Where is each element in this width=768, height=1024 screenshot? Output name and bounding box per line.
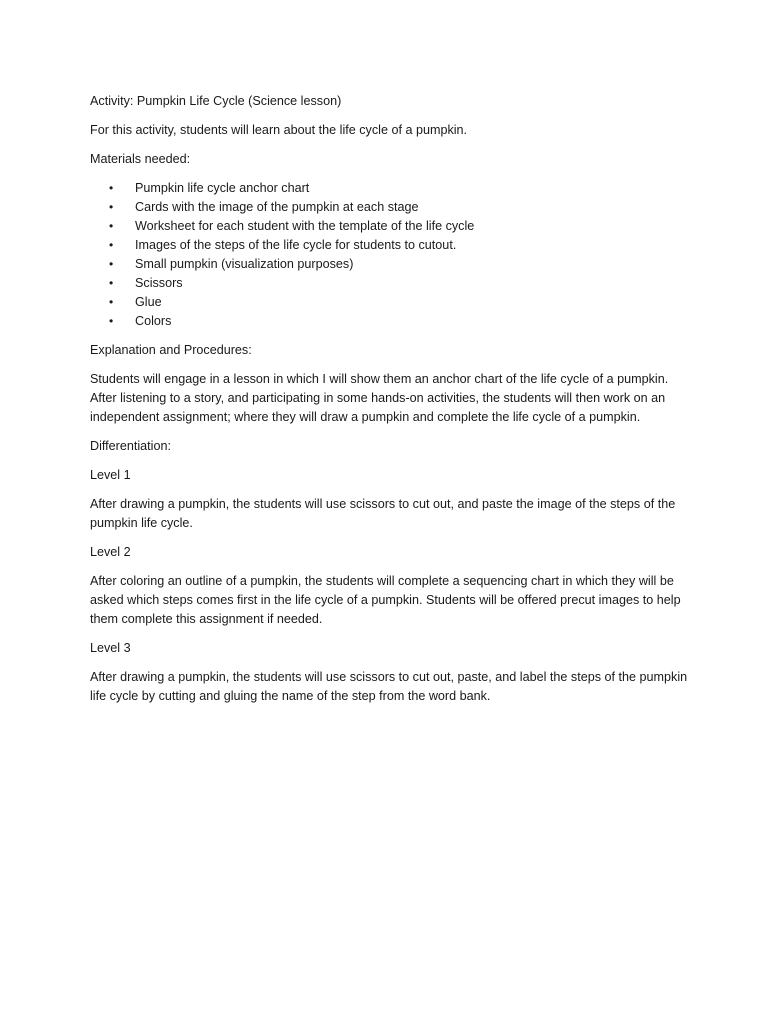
list-item — [90, 179, 690, 198]
bullet-icon: • — [109, 276, 114, 290]
list-item-text: Pumpkin life cycle anchor chart — [135, 181, 310, 195]
materials-heading: Materials needed: — [90, 152, 191, 166]
activity-title: Activity: Pumpkin Life Cycle (Science lesson) — [90, 94, 342, 108]
bullet-icon: • — [109, 219, 114, 233]
materials-list — [90, 179, 690, 331]
bullet-icon: • — [109, 181, 114, 195]
level-1-text: After drawing a pumpkin, the students will use scissors to cut out, and paste the image of the steps of the pumpkin life cycle. — [90, 497, 676, 530]
list-item-text: Glue — [135, 295, 162, 309]
level-3-label: Level 3 — [90, 641, 131, 655]
list-item — [90, 198, 690, 217]
document-page — [90, 92, 690, 716]
level-3-text: After drawing a pumpkin, the students will use scissors to cut out, paste, and label the steps of the pumpkin life cycle by cutting and gluing the name of the step from the word bank. — [90, 670, 688, 703]
list-item-text: Worksheet for each student with the template of the life cycle — [135, 219, 475, 233]
differentiation-heading: Differentiation: — [90, 439, 171, 453]
level-2-label: Level 2 — [90, 545, 131, 559]
list-item-text: Cards with the image of the pumpkin at each stage — [135, 200, 419, 214]
level-2-text: After coloring an outline of a pumpkin, the students will complete a sequencing chart in which they will be asked which steps comes first in the life cycle of a pumpkin. Students will be offered precut images to help them complete this assignment if needed. — [90, 574, 681, 626]
list-item-text: Images of the steps of the life cycle for students to cutout. — [135, 238, 457, 252]
list-item — [90, 217, 690, 236]
list-item — [90, 312, 690, 331]
explanation-heading: Explanation and Procedures: — [90, 343, 252, 357]
bullet-icon: • — [109, 257, 114, 271]
bullet-icon: • — [109, 295, 114, 309]
list-item — [90, 274, 690, 293]
list-item-text: Colors — [135, 314, 172, 328]
explanation-paragraph: Students will engage in a lesson in which I will show them an anchor chart of the life cycle of a pumpkin. After listening to a story, and participating in some hands-on activities, the students will then work on an independent assignment; where they will draw a pumpkin and complete the life cycle of a pumpkin. — [90, 372, 669, 424]
list-item — [90, 293, 690, 312]
bullet-icon: • — [109, 200, 114, 214]
list-item-text: Small pumpkin (visualization purposes) — [135, 257, 354, 271]
bullet-icon: • — [109, 314, 114, 328]
list-item — [90, 255, 690, 274]
list-item — [90, 236, 690, 255]
level-1-label: Level 1 — [90, 468, 131, 482]
intro-paragraph: For this activity, students will learn about the life cycle of a pumpkin. — [90, 123, 468, 137]
bullet-icon: • — [109, 238, 114, 252]
list-item-text: Scissors — [135, 276, 183, 290]
